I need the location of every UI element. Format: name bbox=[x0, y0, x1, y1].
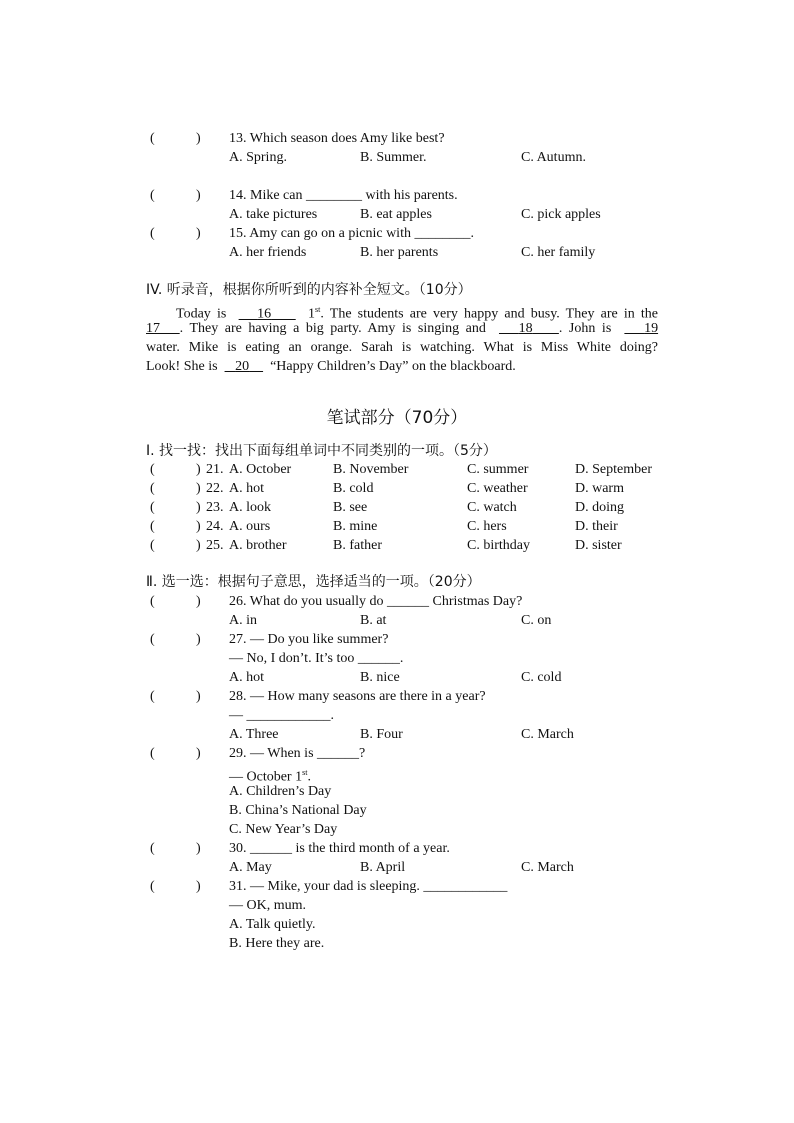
question-30 bbox=[150, 839, 670, 858]
question-stem: 27. — Do you like summer? bbox=[229, 632, 389, 647]
answer-paren-close: ) bbox=[196, 481, 201, 496]
answer-paren-close: ) bbox=[196, 689, 201, 704]
question-27-options bbox=[229, 668, 669, 687]
answer-paren-close: ) bbox=[196, 462, 201, 477]
option-a: A. take pictures bbox=[229, 207, 318, 222]
answer-paren-open: ( bbox=[150, 538, 155, 553]
section-2-title: Ⅱ. 选一选：根据句子意思，选择适当的一项。（20分） bbox=[146, 574, 481, 590]
option-b: B. eat apples bbox=[360, 207, 432, 222]
answer-paren-close: ) bbox=[196, 632, 201, 647]
passage-text: . They are having a big party. Amy is singing and bbox=[179, 321, 486, 336]
passage-text: . The students are very happy and busy. They are in the bbox=[320, 306, 659, 322]
question-number: 24. bbox=[206, 519, 224, 534]
answer-paren-open: ( bbox=[150, 841, 155, 856]
answer-paren-open: ( bbox=[150, 481, 155, 496]
question-number: 22. bbox=[206, 481, 224, 496]
word-d: D. their bbox=[575, 519, 618, 534]
answer-paren-close: ) bbox=[196, 538, 201, 553]
passage-line-4 bbox=[146, 357, 658, 376]
question-21 bbox=[150, 460, 670, 479]
question-22 bbox=[150, 479, 670, 498]
question-14 bbox=[150, 186, 670, 205]
written-part-title: 笔试部分（70分） bbox=[326, 408, 468, 428]
question-15 bbox=[150, 224, 670, 243]
question-29-reply bbox=[229, 763, 669, 785]
passage-text: Today is bbox=[176, 306, 227, 322]
question-14-options bbox=[229, 205, 669, 224]
section-1-title: Ⅰ. 找一找：找出下面每组单词中不同类别的一项。（5分） bbox=[146, 443, 497, 459]
option-b: B. nice bbox=[360, 670, 400, 685]
word-c: C. hers bbox=[467, 519, 507, 534]
passage-text: . John is bbox=[558, 321, 612, 336]
question-13-options bbox=[229, 148, 669, 167]
option-c: C. New Year’s Day bbox=[229, 822, 338, 837]
option-b: B. at bbox=[360, 613, 387, 628]
blank-19: 19 bbox=[644, 321, 659, 336]
answer-paren-open: ( bbox=[150, 226, 155, 241]
option-c: C. on bbox=[521, 613, 552, 628]
option-a: A. May bbox=[229, 860, 272, 875]
answer-paren-close: ) bbox=[196, 841, 201, 856]
answer-paren-close: ) bbox=[196, 500, 201, 515]
answer-paren-open: ( bbox=[150, 632, 155, 647]
dialogue-reply: — OK, mum. bbox=[229, 898, 306, 913]
question-29 bbox=[150, 744, 670, 763]
answer-paren-open: ( bbox=[150, 462, 155, 477]
word-a: A. hot bbox=[229, 481, 264, 496]
passage-text: Look! She is bbox=[146, 359, 218, 374]
passage-text: “Happy Children’s Day” on the blackboard. bbox=[270, 359, 516, 374]
option-a: A. Three bbox=[229, 727, 279, 742]
option-c: C. pick apples bbox=[521, 207, 601, 222]
question-27 bbox=[150, 630, 670, 649]
word-b: B. father bbox=[333, 538, 382, 553]
option-b: B. her parents bbox=[360, 245, 439, 260]
option-a: A. Children’s Day bbox=[229, 784, 332, 799]
answer-paren-close: ) bbox=[196, 746, 201, 761]
option-c: C. cold bbox=[521, 670, 562, 685]
question-28-reply bbox=[229, 706, 669, 725]
option-a: A. in bbox=[229, 613, 257, 628]
passage-text: 1 bbox=[308, 306, 316, 322]
dialogue-reply: — No, I don’t. It’s too ______. bbox=[229, 651, 404, 666]
word-a: A. brother bbox=[229, 538, 287, 553]
option-c: C. Autumn. bbox=[521, 150, 586, 165]
question-31-option-b bbox=[229, 934, 669, 953]
question-28 bbox=[150, 687, 670, 706]
question-stem: 15. Amy can go on a picnic with ________. bbox=[229, 226, 474, 241]
answer-paren-open: ( bbox=[150, 519, 155, 534]
question-stem: 30. ______ is the third month of a year. bbox=[229, 841, 450, 856]
word-a: A. ours bbox=[229, 519, 271, 534]
option-b: B. China’s National Day bbox=[229, 803, 367, 818]
answer-paren-close: ) bbox=[196, 226, 201, 241]
option-b: B. Four bbox=[360, 727, 403, 742]
question-stem: 31. — Mike, your dad is sleeping. ____________ bbox=[229, 879, 508, 894]
answer-paren-open: ( bbox=[150, 188, 155, 203]
option-b: B. Summer. bbox=[360, 150, 427, 165]
option-c: C. March bbox=[521, 860, 574, 875]
word-b: B. mine bbox=[333, 519, 378, 534]
word-c: C. watch bbox=[467, 500, 517, 515]
dialogue-reply: — ____________. bbox=[229, 708, 334, 723]
option-a: A. hot bbox=[229, 670, 264, 685]
question-31-reply bbox=[229, 896, 669, 915]
question-number: 21. bbox=[206, 462, 224, 477]
question-25 bbox=[150, 536, 670, 555]
answer-paren-open: ( bbox=[150, 500, 155, 515]
answer-paren-open: ( bbox=[150, 746, 155, 761]
answer-paren-close: ) bbox=[196, 131, 201, 146]
word-d: D. doing bbox=[575, 500, 624, 515]
answer-paren-close: ) bbox=[196, 519, 201, 534]
blank-16: 16 bbox=[257, 306, 272, 322]
passage-line-1 bbox=[146, 300, 659, 322]
passage-line-3: water. Mike is eating an orange. Sarah is watching. What is Miss White doing? bbox=[146, 340, 658, 355]
question-29-option-c bbox=[229, 820, 669, 839]
word-b: B. November bbox=[333, 462, 409, 477]
question-31-option-a bbox=[229, 915, 669, 934]
question-stem: 13. Which season does Amy like best? bbox=[229, 131, 445, 146]
blank-20: 20 bbox=[235, 359, 250, 374]
question-15-options bbox=[229, 243, 669, 262]
question-31 bbox=[150, 877, 670, 896]
answer-paren-open: ( bbox=[150, 689, 155, 704]
ordinal-suffix: st bbox=[315, 305, 321, 314]
question-number: 23. bbox=[206, 500, 224, 515]
question-27-reply bbox=[229, 649, 669, 668]
word-a: A. October bbox=[229, 462, 292, 477]
word-c: C. birthday bbox=[467, 538, 530, 553]
word-c: C. summer bbox=[467, 462, 529, 477]
question-stem: 29. — When is ______? bbox=[229, 746, 366, 761]
ordinal-suffix: st bbox=[302, 768, 308, 777]
question-26 bbox=[150, 592, 670, 611]
question-28-options bbox=[229, 725, 669, 744]
option-c: C. March bbox=[521, 727, 574, 742]
option-b: B. April bbox=[360, 860, 406, 875]
option-a: A. her friends bbox=[229, 245, 307, 260]
question-29-option-b bbox=[229, 801, 669, 820]
dialogue-reply: — October 1st. bbox=[229, 768, 311, 785]
option-c: C. her family bbox=[521, 245, 596, 260]
question-30-options bbox=[229, 858, 669, 877]
question-29-option-a bbox=[229, 782, 669, 801]
section-4-title: IV. 听录音，根据你所听到的内容补全短文。（10分） bbox=[146, 282, 472, 298]
question-26-options bbox=[229, 611, 669, 630]
question-13 bbox=[150, 129, 670, 148]
answer-paren-close: ) bbox=[196, 879, 201, 894]
question-stem: 28. — How many seasons are there in a year? bbox=[229, 689, 486, 704]
blank-18: 18 bbox=[518, 321, 533, 336]
word-a: A. look bbox=[229, 500, 271, 515]
answer-paren-open: ( bbox=[150, 879, 155, 894]
option-a: A. Talk quietly. bbox=[229, 917, 316, 932]
question-number: 25. bbox=[206, 538, 224, 553]
answer-paren-open: ( bbox=[150, 131, 155, 146]
question-stem: 26. What do you usually do ______ Christmas Day? bbox=[229, 594, 523, 609]
word-b: B. see bbox=[333, 500, 368, 515]
question-23 bbox=[150, 498, 670, 517]
word-d: D. September bbox=[575, 462, 652, 477]
answer-paren-close: ) bbox=[196, 594, 201, 609]
answer-paren-close: ) bbox=[196, 188, 201, 203]
option-b: B. Here they are. bbox=[229, 936, 325, 951]
blank-17: 17 bbox=[146, 321, 160, 336]
word-d: D. warm bbox=[575, 481, 624, 496]
word-c: C. weather bbox=[467, 481, 528, 496]
word-d: D. sister bbox=[575, 538, 622, 553]
word-b: B. cold bbox=[333, 481, 374, 496]
question-stem: 14. Mike can ________ with his parents. bbox=[229, 188, 458, 203]
question-24 bbox=[150, 517, 670, 536]
passage-line-2 bbox=[146, 319, 658, 338]
answer-paren-open: ( bbox=[150, 594, 155, 609]
option-a: A. Spring. bbox=[229, 150, 287, 165]
